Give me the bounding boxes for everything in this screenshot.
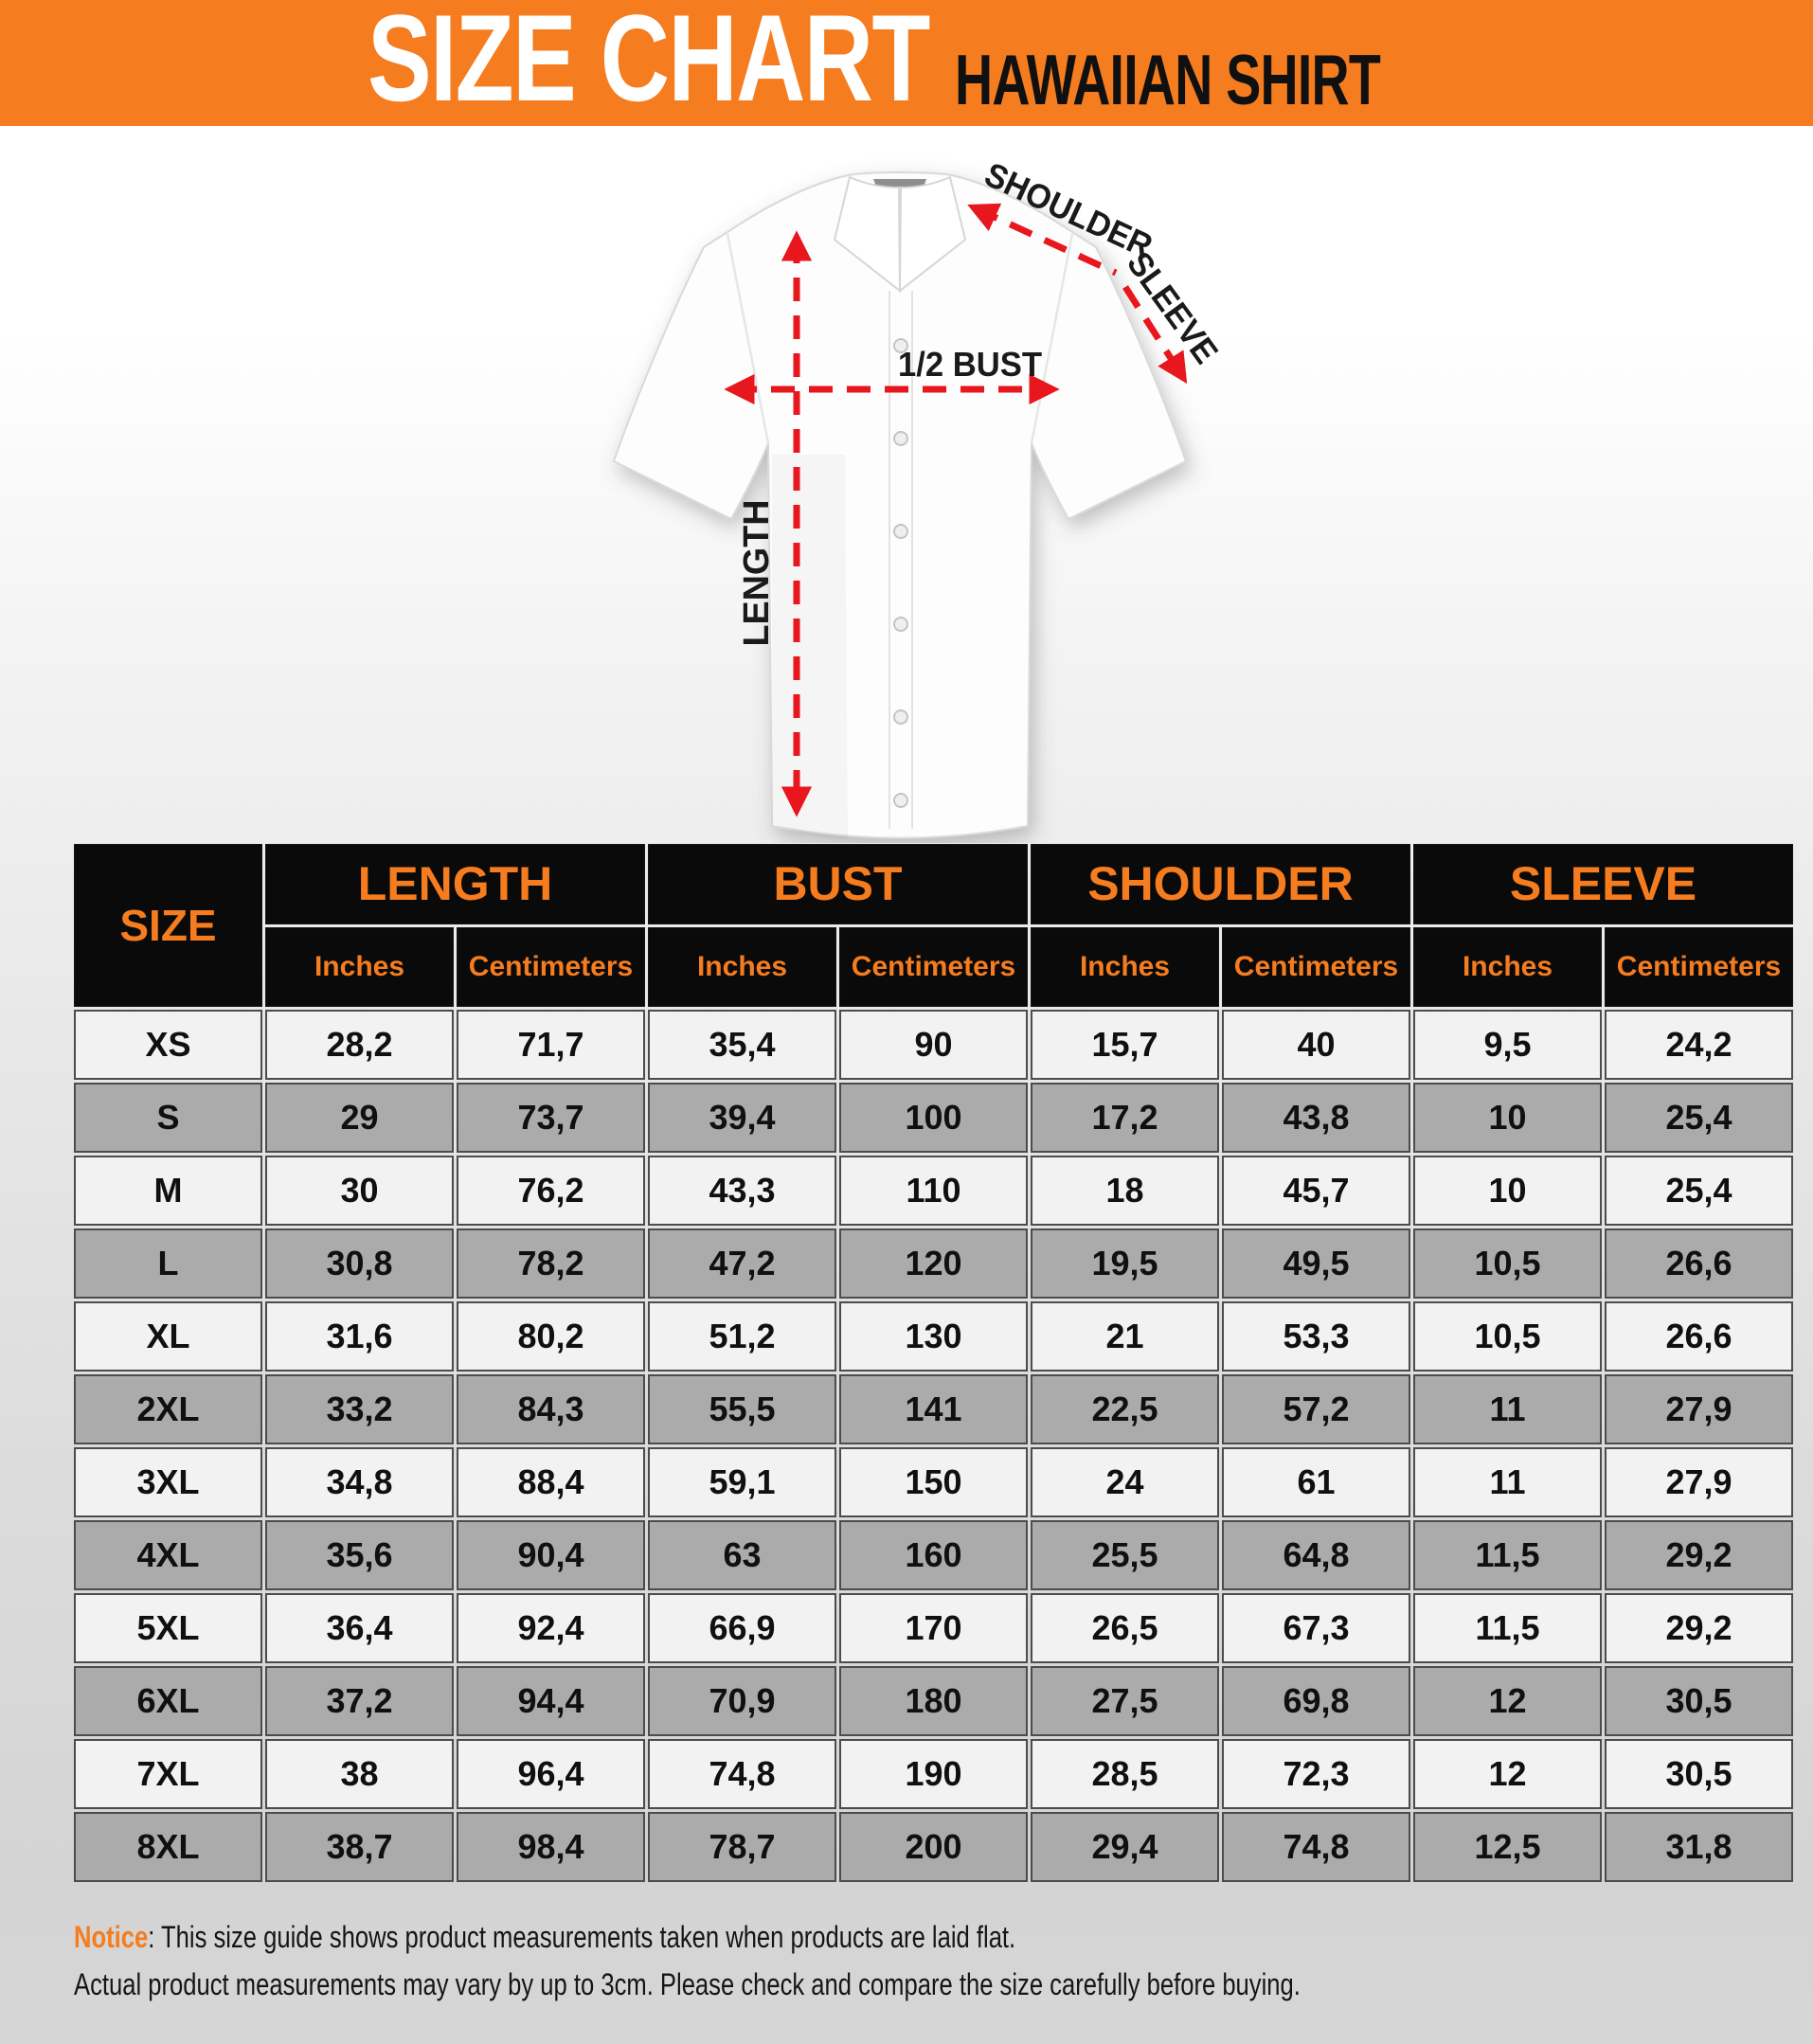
value-cell: 28,5 [1031, 1739, 1219, 1809]
sleeve-label: SLEEVE [1119, 243, 1230, 377]
value-cell: 31,6 [265, 1301, 454, 1372]
value-cell: 31,8 [1605, 1812, 1793, 1882]
size-cell: XL [74, 1301, 262, 1372]
value-cell: 63 [648, 1520, 836, 1590]
table-row [74, 1374, 1793, 1444]
value-cell: 90 [839, 1010, 1028, 1080]
value-cell: 26,5 [1031, 1593, 1219, 1663]
value-cell: 15,7 [1031, 1010, 1219, 1080]
value-cell: 69,8 [1222, 1666, 1410, 1736]
body-shading [772, 455, 848, 838]
value-cell: 47,2 [648, 1228, 836, 1299]
value-cell: 94,4 [457, 1666, 645, 1736]
value-cell: 61 [1222, 1447, 1410, 1517]
size-cell: 6XL [74, 1666, 262, 1736]
size-table-container [71, 841, 1796, 1885]
value-cell: 45,7 [1222, 1156, 1410, 1226]
value-cell: 33,2 [265, 1374, 454, 1444]
value-cell: 74,8 [648, 1739, 836, 1809]
bust-group-header: BUST [648, 844, 1028, 924]
value-cell: 19,5 [1031, 1228, 1219, 1299]
value-cell: 160 [839, 1520, 1028, 1590]
value-cell: 190 [839, 1739, 1028, 1809]
value-cell: 34,8 [265, 1447, 454, 1517]
length-group-header: LENGTH [265, 844, 645, 924]
size-cell: S [74, 1083, 262, 1153]
length-label: LENGTH [737, 498, 777, 647]
table-row [74, 1593, 1793, 1663]
value-cell: 130 [839, 1301, 1028, 1372]
value-cell: 57,2 [1222, 1374, 1410, 1444]
value-cell: 72,3 [1222, 1739, 1410, 1809]
table-row [74, 1812, 1793, 1882]
value-cell: 38 [265, 1739, 454, 1809]
shirt-illustration [614, 172, 1186, 838]
value-cell: 120 [839, 1228, 1028, 1299]
value-cell: 24,2 [1605, 1010, 1793, 1080]
value-cell: 40 [1222, 1010, 1410, 1080]
value-cell: 200 [839, 1812, 1028, 1882]
notice-line-1-text: : This size guide shows product measurements taken when products are laid flat. [148, 1920, 1016, 1954]
value-cell: 25,5 [1031, 1520, 1219, 1590]
value-cell: 73,7 [457, 1083, 645, 1153]
value-cell: 78,2 [457, 1228, 645, 1299]
value-cell: 11 [1413, 1447, 1602, 1517]
value-cell: 12 [1413, 1739, 1602, 1809]
value-cell: 43,8 [1222, 1083, 1410, 1153]
unit-header: Centimeters [839, 927, 1028, 1008]
value-cell: 37,2 [265, 1666, 454, 1736]
size-cell: 5XL [74, 1593, 262, 1663]
value-cell: 100 [839, 1083, 1028, 1153]
unit-header: Centimeters [457, 927, 645, 1008]
value-cell: 17,2 [1031, 1083, 1219, 1153]
unit-header: Centimeters [1222, 927, 1410, 1008]
value-cell: 22,5 [1031, 1374, 1219, 1444]
value-cell: 30 [265, 1156, 454, 1226]
value-cell: 180 [839, 1666, 1028, 1736]
table-row [74, 1228, 1793, 1299]
value-cell: 71,7 [457, 1010, 645, 1080]
size-cell: M [74, 1156, 262, 1226]
value-cell: 10 [1413, 1156, 1602, 1226]
value-cell: 55,5 [648, 1374, 836, 1444]
value-cell: 92,4 [457, 1593, 645, 1663]
unit-header-row [74, 927, 1793, 1008]
value-cell: 21 [1031, 1301, 1219, 1372]
table-row [74, 1156, 1793, 1226]
unit-header: Inches [1413, 927, 1602, 1008]
value-cell: 98,4 [457, 1812, 645, 1882]
unit-header: Centimeters [1605, 927, 1793, 1008]
value-cell: 39,4 [648, 1083, 836, 1153]
value-cell: 96,4 [457, 1739, 645, 1809]
size-column-header: SIZE [74, 844, 262, 1007]
size-cell: 4XL [74, 1520, 262, 1590]
value-cell: 27,5 [1031, 1666, 1219, 1736]
value-cell: 18 [1031, 1156, 1219, 1226]
notice-label: Notice [74, 1920, 149, 1954]
value-cell: 70,9 [648, 1666, 836, 1736]
value-cell: 12 [1413, 1666, 1602, 1736]
size-cell: 7XL [74, 1739, 262, 1809]
size-table [71, 841, 1796, 1885]
table-row [74, 1083, 1793, 1153]
table-row [74, 1739, 1793, 1809]
notice-line-1 [74, 1913, 1400, 1961]
value-cell: 11,5 [1413, 1520, 1602, 1590]
value-cell: 26,6 [1605, 1228, 1793, 1299]
value-cell: 76,2 [457, 1156, 645, 1226]
value-cell: 25,4 [1605, 1156, 1793, 1226]
value-cell: 30,5 [1605, 1739, 1793, 1809]
unit-header: Inches [648, 927, 836, 1008]
table-row [74, 1447, 1793, 1517]
size-cell: 3XL [74, 1447, 262, 1517]
table-row [74, 1010, 1793, 1080]
value-cell: 59,1 [648, 1447, 836, 1517]
shirt-measurement-diagram [530, 128, 1345, 843]
value-cell: 30,8 [265, 1228, 454, 1299]
notice-text [74, 1913, 1400, 2008]
shoulder-group-header: SHOULDER [1031, 844, 1410, 924]
value-cell: 29,4 [1031, 1812, 1219, 1882]
size-cell: L [74, 1228, 262, 1299]
value-cell: 35,4 [648, 1010, 836, 1080]
value-cell: 26,6 [1605, 1301, 1793, 1372]
value-cell: 11,5 [1413, 1593, 1602, 1663]
value-cell: 53,3 [1222, 1301, 1410, 1372]
value-cell: 24 [1031, 1447, 1219, 1517]
table-row [74, 1666, 1793, 1736]
size-cell: 2XL [74, 1374, 262, 1444]
value-cell: 170 [839, 1593, 1028, 1663]
value-cell: 29,2 [1605, 1593, 1793, 1663]
shoulder-label: SHOULDER [978, 153, 1169, 271]
table-row [74, 1520, 1793, 1590]
value-cell: 38,7 [265, 1812, 454, 1882]
value-cell: 35,6 [265, 1520, 454, 1590]
group-header-row [74, 844, 1793, 924]
value-cell: 141 [839, 1374, 1028, 1444]
value-cell: 78,7 [648, 1812, 836, 1882]
size-cell: 8XL [74, 1812, 262, 1882]
value-cell: 43,3 [648, 1156, 836, 1226]
value-cell: 84,3 [457, 1374, 645, 1444]
title-banner [0, 0, 1813, 126]
sleeve-group-header: SLEEVE [1413, 844, 1793, 924]
value-cell: 29 [265, 1083, 454, 1153]
value-cell: 49,5 [1222, 1228, 1410, 1299]
value-cell: 88,4 [457, 1447, 645, 1517]
notice-line-2 [74, 1961, 1400, 2008]
value-cell: 74,8 [1222, 1812, 1410, 1882]
value-cell: 25,4 [1605, 1083, 1793, 1153]
page-subtitle: HAWAIIAN SHIRT [955, 40, 1381, 119]
value-cell: 11 [1413, 1374, 1602, 1444]
value-cell: 29,2 [1605, 1520, 1793, 1590]
value-cell: 36,4 [265, 1593, 454, 1663]
value-cell: 80,2 [457, 1301, 645, 1372]
value-cell: 66,9 [648, 1593, 836, 1663]
value-cell: 67,3 [1222, 1593, 1410, 1663]
value-cell: 110 [839, 1156, 1028, 1226]
unit-header: Inches [265, 927, 454, 1008]
page-title: SIZE CHART [368, 0, 929, 127]
value-cell: 28,2 [265, 1010, 454, 1080]
table-row [74, 1301, 1793, 1372]
unit-header: Inches [1031, 927, 1219, 1008]
notice-line-2-text: Actual product measurements may vary by up to 3cm. Please check and compare the size carefully before buying. [74, 1967, 1301, 2001]
value-cell: 9,5 [1413, 1010, 1602, 1080]
value-cell: 27,9 [1605, 1447, 1793, 1517]
value-cell: 90,4 [457, 1520, 645, 1590]
value-cell: 10,5 [1413, 1228, 1602, 1299]
bust-label: 1/2 BUST [898, 345, 1043, 384]
value-cell: 150 [839, 1447, 1028, 1517]
value-cell: 10,5 [1413, 1301, 1602, 1372]
value-cell: 10 [1413, 1083, 1602, 1153]
value-cell: 30,5 [1605, 1666, 1793, 1736]
value-cell: 27,9 [1605, 1374, 1793, 1444]
value-cell: 51,2 [648, 1301, 836, 1372]
value-cell: 64,8 [1222, 1520, 1410, 1590]
size-cell: XS [74, 1010, 262, 1080]
value-cell: 12,5 [1413, 1812, 1602, 1882]
